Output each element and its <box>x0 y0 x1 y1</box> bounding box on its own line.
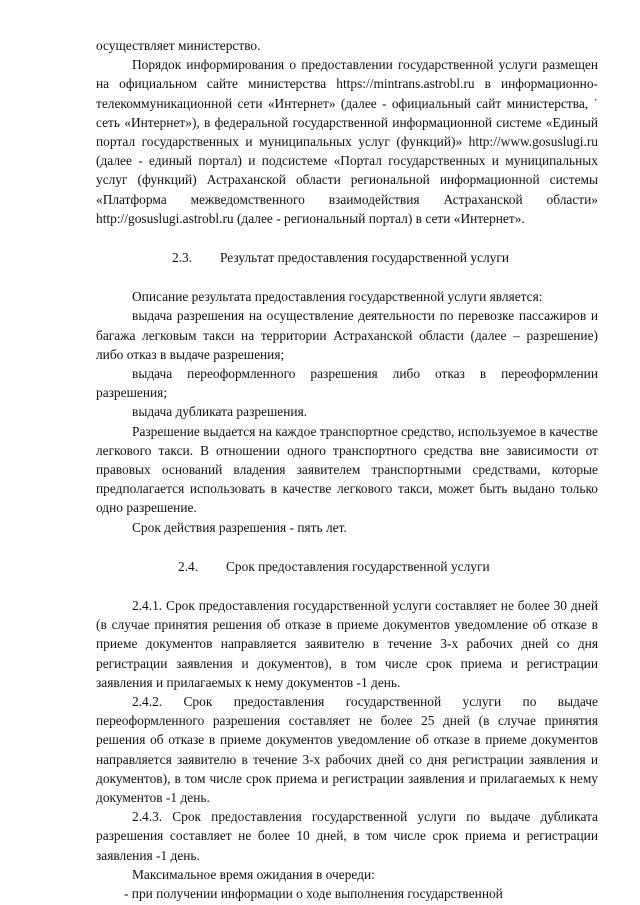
paragraph-continuation: осуществляет министерство. <box>96 38 261 53</box>
paragraph-queue-info-item: - при получении информации о ходе выполнения государственной <box>124 886 503 902</box>
section-title: Срок предоставления государственной услуги <box>226 558 490 574</box>
section-heading-2-4 <box>96 557 598 576</box>
paragraph-2-4-1: 2.4.1. Срок предоставления государственной услуги составляет не более 30 дней (в случае принятия решения об отказе в приеме документов уведомление об отказе в приеме документов направляется заявителю в течение 3-х рабочих дней со дня регистрации заявления и документов), в том числе срок приема и регистрации заявления и прилагаемых к нему документов -1 день. <box>96 598 598 690</box>
document-page <box>96 36 598 903</box>
paragraph-permit-per-vehicle: Разрешение выдается на каждое транспортное средство, используемое в качестве легкового такси. В отношении одного транспортного средства вне зависимости от правовых оснований владения заявителем транспортными средствами, которые предполагается использовать в качестве легкового такси, может быть выдано только одно разрешение. <box>96 423 598 516</box>
paragraph-informing-procedure: Порядок информирования о предоставлении государственной услуги размещен на официальном сайте министерства https://mintrans.astrobl.ru в информационно-телекоммуникационной сети «Интернет» (далее - официальный сайт министерства, ˙ сеть «Интернет»), в федеральной государственной информационной системе «Единый портал государственных и муниципальных услуг (функций)» http://www.gosuslugi.ru (далее - единый портал) и подсистеме «Портал государственных и муниципальных услуг (функций) Астраханской области региональной информационной системы «Платформа межведомственного взаимодействия Астраханской области» http://gosuslugi.astrobl.ru (далее - региональный портал) в сети «Интернет». <box>96 57 598 226</box>
paragraph-result-description: Описание результата предоставления государственной услуги является: <box>132 289 543 305</box>
paragraph-result-duplicate: выдача дубликата разрешения. <box>132 404 308 420</box>
paragraph-result-reissue: выдача переоформленного разрешения либо отказ в переоформлении разрешения; <box>96 366 598 401</box>
paragraph-2-4-2: 2.4.2. Срок предоставления государственной услуги по выдаче переоформленного разрешения составляет не более 25 дней (в случае принятия решения об отказе в приеме документов уведомление об отказе в приеме документов направляется заявителю в течение 3-х рабочих дней со дня регистрации заявления и документов), в том числе срок приема и регистрации заявления и прилагаемых к нему документов -1 день. <box>96 694 598 806</box>
paragraph-permit-validity: Срок действия разрешения - пять лет. <box>132 519 347 535</box>
paragraph-queue-time: Максимальное время ожидания в очереди: <box>132 866 375 882</box>
section-title: Результат предоставления государственной услуги <box>220 250 510 266</box>
section-number: 2.3. <box>172 250 193 266</box>
section-heading-2-3 <box>96 248 598 267</box>
section-number: 2.4. <box>178 558 199 574</box>
paragraph-result-permit: выдача разрешения на осуществление деятельности по перевозке пассажиров и багажа легковым такси на территории Астраханской области (далее – разрешение) либо отказ в выдаче разрешения; <box>96 308 598 362</box>
paragraph-2-4-3: 2.4.3. Срок предоставления государственной услуги по выдаче дубликата разрешения составляет не более 10 дней, в том числе срок приема и регистрации заявления -1 день. <box>96 809 598 863</box>
